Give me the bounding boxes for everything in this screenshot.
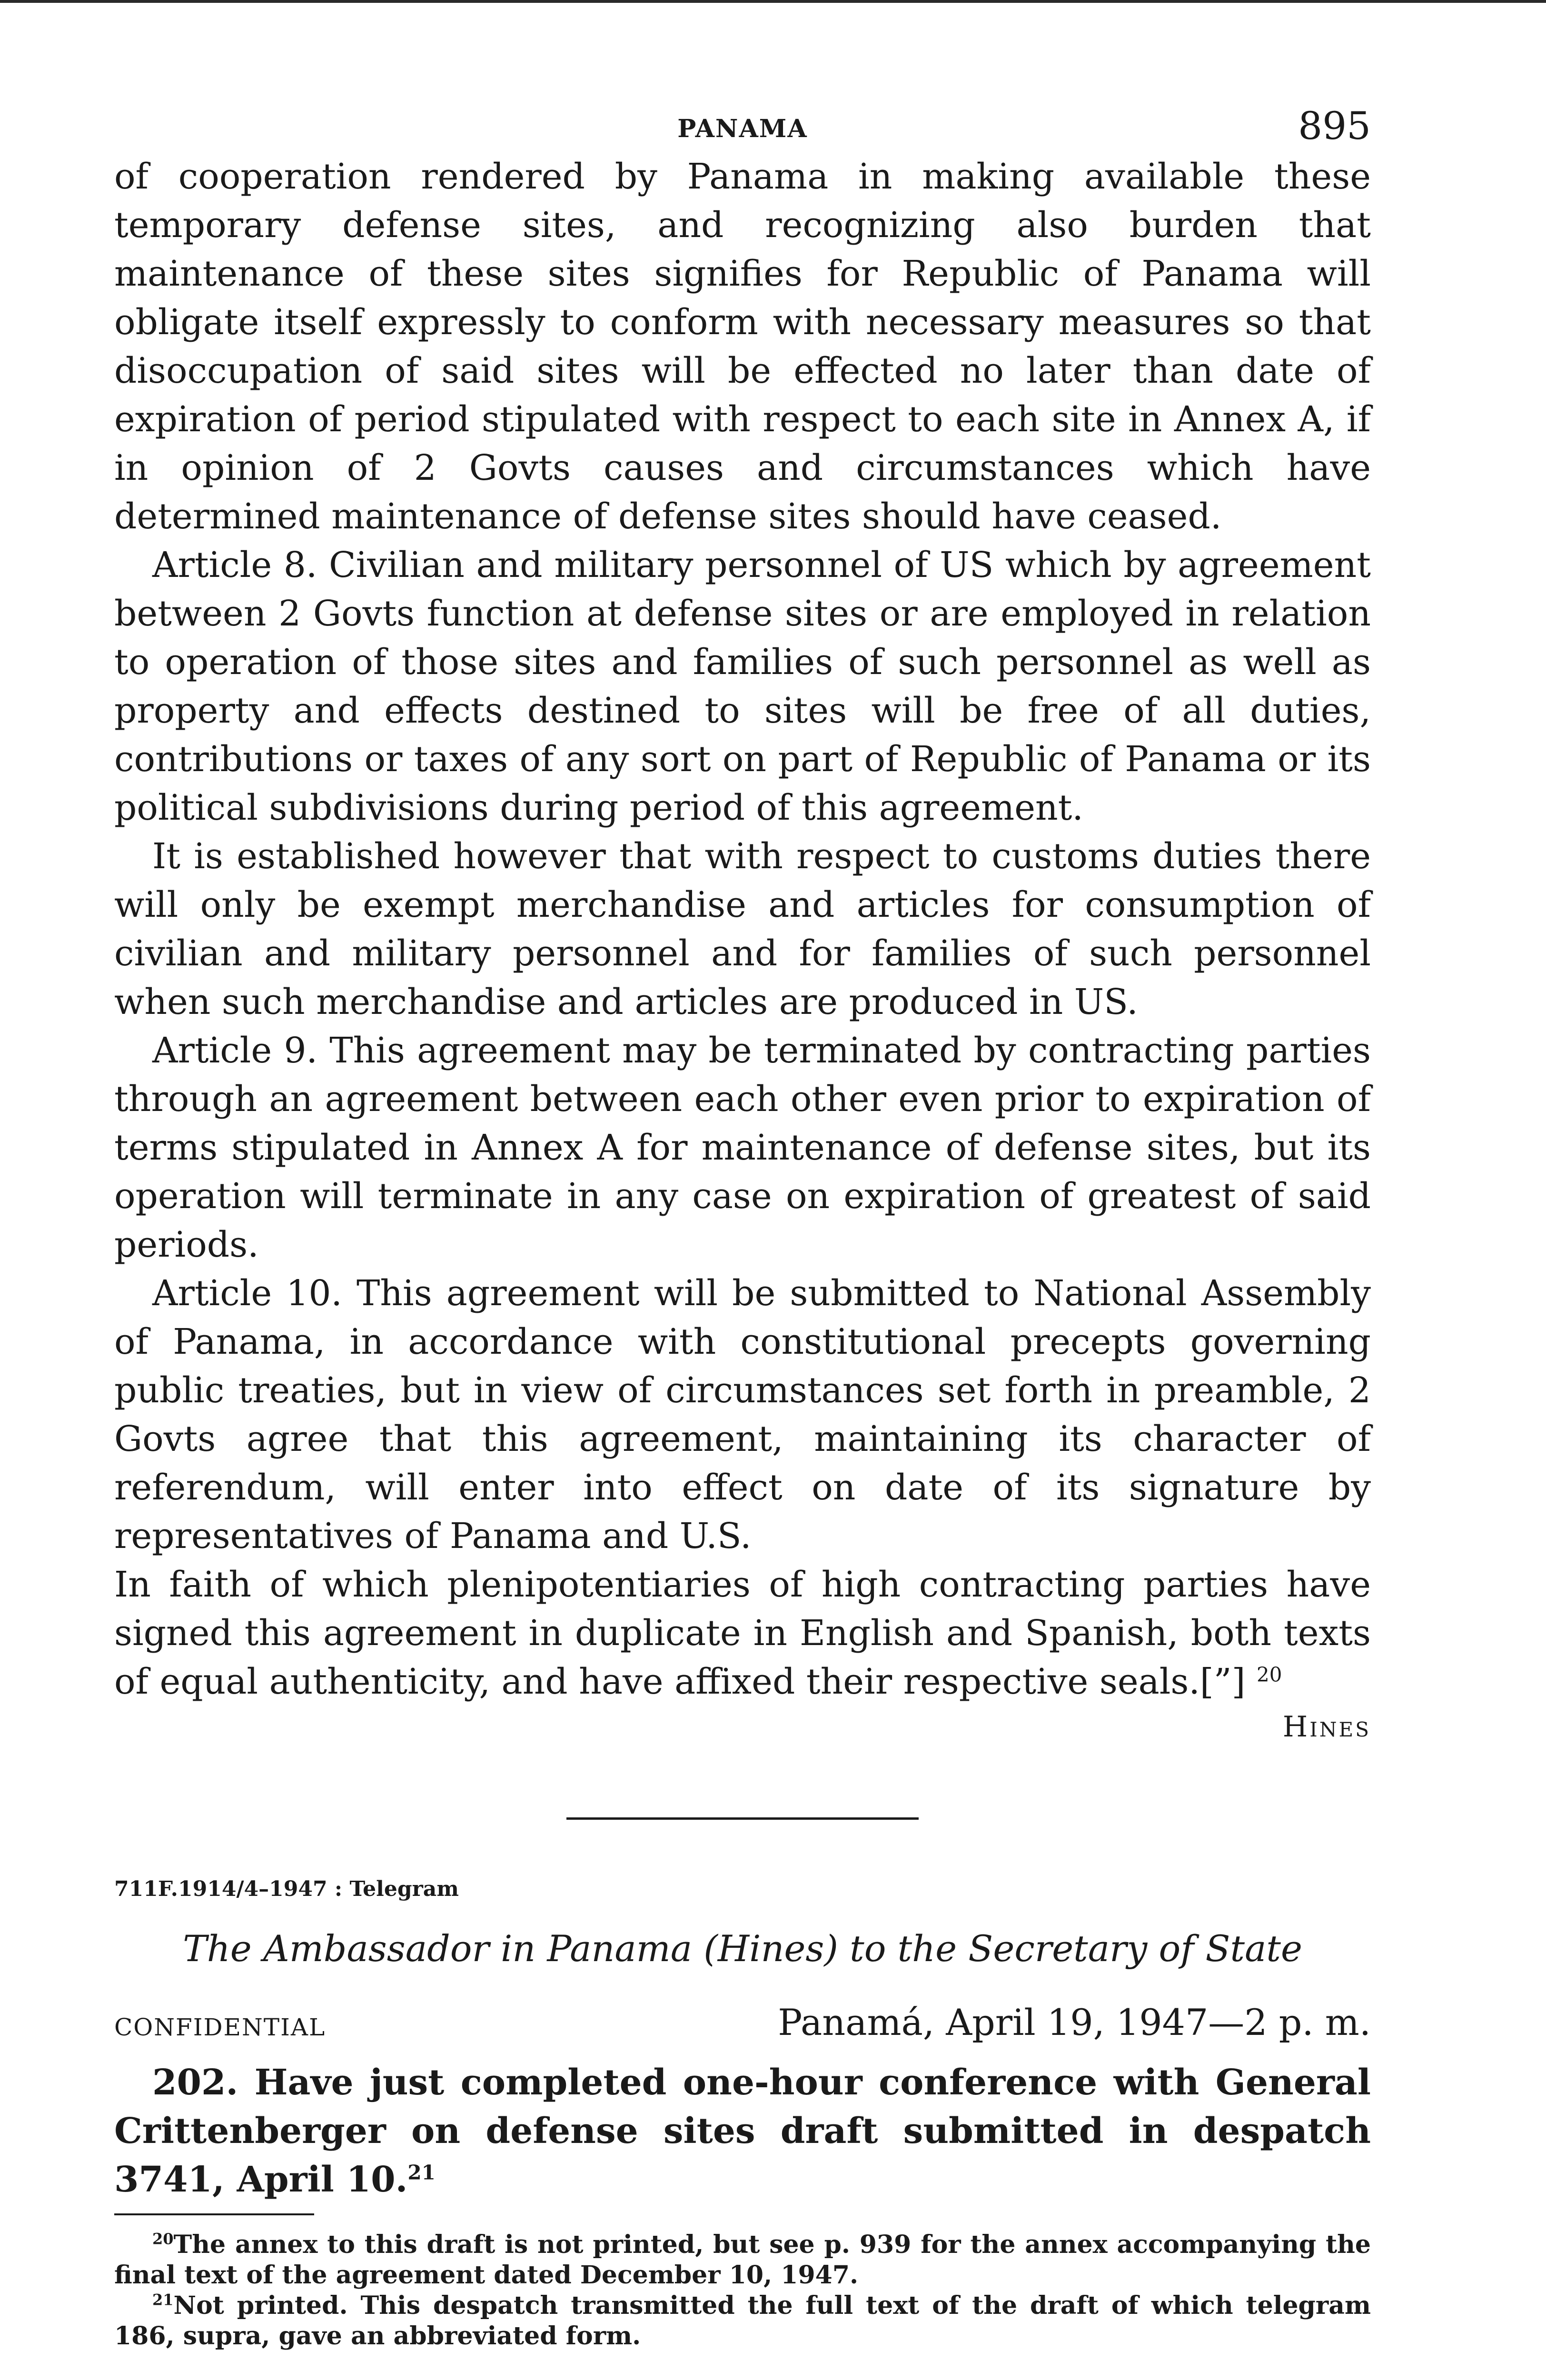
paragraph-article-8: Article 8. Civilian and military personnel of US which by agreement between 2 Govts function at defense sites or are employed in relation to operation of those sites and families of such personnel as well as property and effects destined to sites will be free of all duties, contributions or taxes of any sort on part of Republic of Panama or its political subdivisions during period of this agreement. — [114, 545, 1371, 828]
telegram-body — [114, 2058, 1371, 2204]
footnote-20 — [114, 2230, 1371, 2291]
paragraph-continuation: of cooperation rendered by Panama in making available these temporary defense sites, and recognizing also burden that maintenance of these sites signifies for Republic of Panama will obligate itself expressly to conform with necessary measures so that disoccupation of said sites will be effected no later than date of expiration of period stipulated with respect to each site in Annex A, if in opinion of 2 Govts causes and circumstances which have determined maintenance of defense sites should have ceased. — [114, 156, 1371, 537]
footnote-number: 20 — [152, 2230, 174, 2248]
top-border-rule — [0, 0, 1546, 3]
in-faith-text: In faith of which plenipotentiaries of high contracting parties have signed this agreement in duplicate in English and Spanish, both texts of equal authenticity, and have affixed their respective seals.[”] — [114, 1564, 1371, 1702]
document-page — [114, 100, 1371, 2351]
dateline: Panamá, April 19, 1947—2 p. m. — [778, 2001, 1371, 2043]
document-title: The Ambassador in Panama (Hines) to the Secretary of State — [183, 1927, 1302, 1970]
page-number: 895 — [1298, 104, 1371, 148]
classification-label: CONFIDENTIAL — [114, 2013, 326, 2041]
file-number: 711F.1914/4–1947 : Telegram — [114, 1877, 459, 1901]
signature-hines: Hines — [1282, 1710, 1371, 1744]
footnote-number: 21 — [152, 2291, 174, 2309]
paragraph-customs-duties: It is established however that with respect to customs duties there will only be exempt merchandise and articles for consumption of civilian and military personnel and for families of such personnel when such merchandise and articles are produced in US. — [114, 836, 1371, 1022]
paragraph-in-faith — [114, 1560, 1371, 1706]
dateline-row — [114, 2001, 1371, 2049]
footnote-ref-21: 21 — [407, 2161, 436, 2184]
footnote-text: Not printed. This despatch transmitted the full text of the draft of which telegram 186, supra, gave an abbreviated form. — [114, 2291, 1371, 2350]
telegram-body-text: 202. Have just completed one-hour conference with General Crittenberger on defense sites draft submitted in despatch 3741, April 10. — [114, 2062, 1371, 2200]
section-divider — [566, 1817, 919, 1820]
running-head — [114, 100, 1371, 152]
running-title: PANAMA — [677, 114, 808, 143]
footnote-rule — [114, 2213, 314, 2215]
footnote-text: The annex to this draft is not printed, but see p. 939 for the annex accompanying the final text of the agreement dated December 10, 1947. — [114, 2230, 1371, 2290]
paragraph-article-9: Article 9. This agreement may be terminated by contracting parties through an agreement between each other even prior to expiration of terms stipulated in Annex A for maintenance of defense sites, but its operation will terminate in any case on expiration of greatest of said periods. — [114, 1030, 1371, 1265]
paragraph-article-10: Article 10. This agreement will be submitted to National Assembly of Panama, in accordance with constitutional precepts governing public treaties, but in view of circumstances set forth in preamble, 2 Govts agree that this agreement, maintaining its character of referendum, will enter into effect on date of its signature by representatives of Panama and U.S. — [114, 1273, 1371, 1557]
footnote-ref-20: 20 — [1257, 1663, 1282, 1686]
footnote-21 — [114, 2291, 1371, 2351]
